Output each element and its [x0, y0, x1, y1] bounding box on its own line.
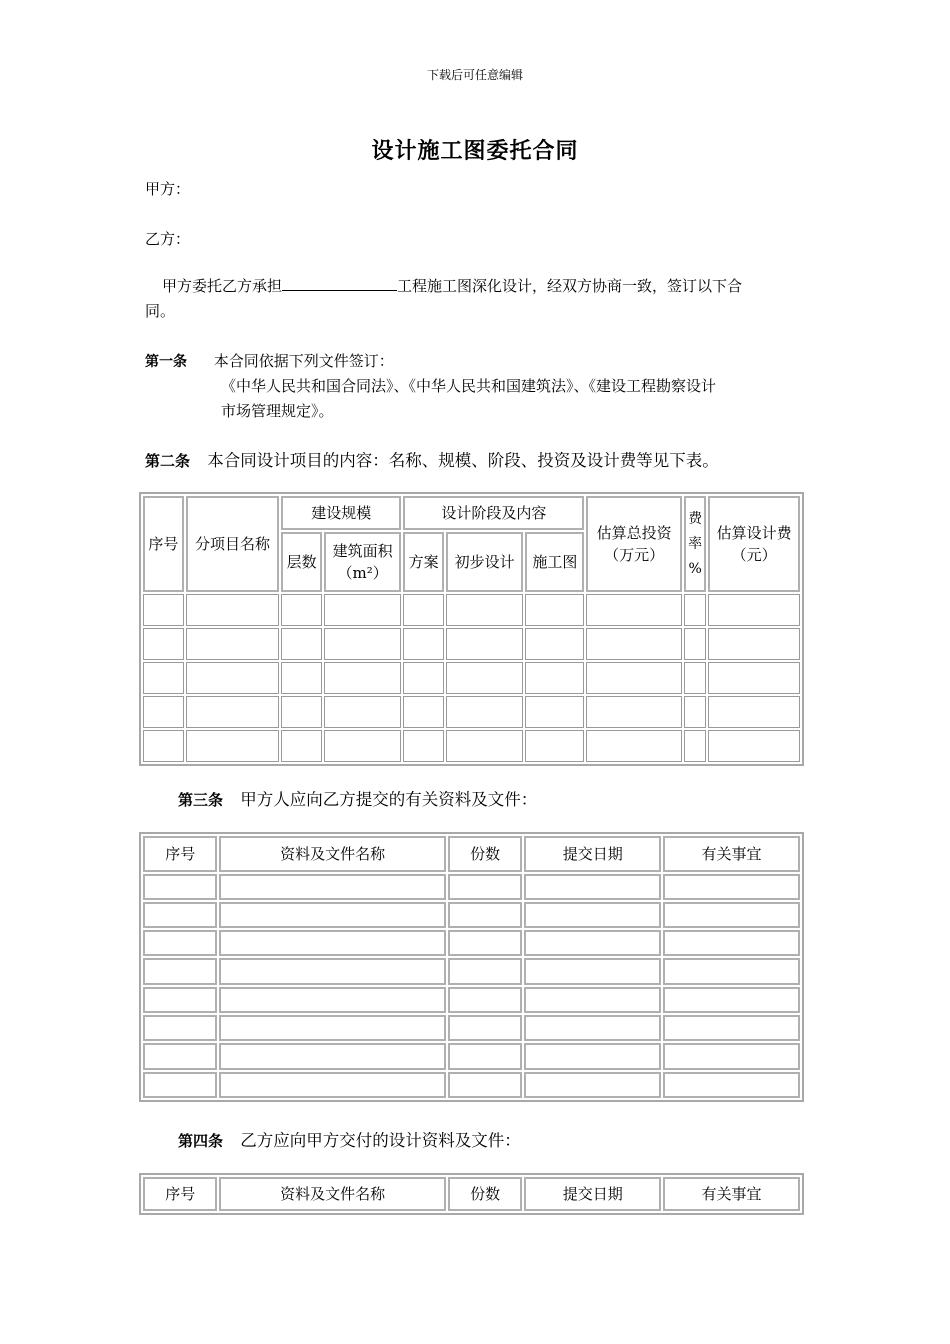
header-area [324, 532, 401, 592]
delivered-documents-header [143, 1177, 800, 1211]
table-cell[interactable] [143, 902, 217, 928]
header-construction: 施工图 [525, 532, 584, 592]
table-cell[interactable] [708, 696, 800, 728]
table-cell[interactable] [586, 628, 682, 660]
table-cell[interactable] [684, 730, 706, 762]
article-4 [178, 1127, 521, 1151]
article-1-docs-line1: 《中华人民共和国合同法》、《中华人民共和国建筑法》、《建设工程勘察设计 [221, 377, 717, 395]
table-cell[interactable] [524, 958, 661, 984]
column-header: 序号 [143, 836, 217, 872]
table-cell[interactable] [186, 696, 280, 728]
article-4-text: 乙方应向甲方交付的设计资料及文件： [240, 1131, 521, 1150]
table-cell[interactable] [403, 594, 444, 626]
column-header: 资料及文件名称 [219, 1177, 445, 1211]
table-cell[interactable] [281, 730, 322, 762]
party-a-label: 甲方： [145, 180, 191, 198]
column-header: 提交日期 [524, 836, 661, 872]
table-cell[interactable] [663, 1072, 800, 1098]
party-b-label: 乙方： [145, 230, 191, 248]
design-items-table [139, 492, 804, 766]
table-cell[interactable] [708, 628, 800, 660]
article-4-label: 第四条 [178, 1132, 224, 1150]
header-preliminary: 初步设计 [446, 532, 523, 592]
table-cell[interactable] [324, 696, 401, 728]
table-cell[interactable] [448, 874, 522, 900]
design-items-body [143, 594, 800, 762]
column-header: 有关事宜 [663, 1177, 800, 1211]
table-cell[interactable] [586, 662, 682, 694]
table-cell[interactable] [448, 1043, 522, 1069]
article-1-label: 第一条 [145, 354, 187, 370]
table-row [143, 958, 800, 984]
delivered-documents-table [139, 1173, 804, 1215]
column-header: 序号 [143, 1177, 217, 1211]
project-name-blank[interactable] [282, 276, 397, 291]
table-cell[interactable] [525, 696, 584, 728]
table-cell[interactable] [324, 628, 401, 660]
table-cell[interactable] [525, 594, 584, 626]
table-cell[interactable] [524, 930, 661, 956]
header-item-name: 分项目名称 [186, 496, 280, 592]
table-cell[interactable] [663, 1043, 800, 1069]
table-cell[interactable] [708, 662, 800, 694]
table-cell[interactable] [403, 628, 444, 660]
table-cell[interactable] [143, 662, 184, 694]
table-cell[interactable] [684, 628, 706, 660]
table-cell[interactable] [684, 662, 706, 694]
intro-paragraph [145, 274, 807, 324]
table-cell[interactable] [448, 987, 522, 1013]
table-cell[interactable] [143, 594, 184, 626]
table-cell[interactable] [446, 696, 523, 728]
table-row [143, 730, 800, 762]
header-floors: 层数 [281, 532, 322, 592]
table-row [143, 628, 800, 660]
header-rate [684, 496, 706, 592]
table-cell[interactable] [708, 730, 800, 762]
header-investment-unit: （万元） [604, 546, 665, 564]
header-rate-char1: 费 [688, 510, 703, 527]
article-1 [145, 350, 394, 371]
intro-cont: 同。 [145, 302, 176, 320]
table-row [143, 874, 800, 900]
table-cell[interactable] [663, 958, 800, 984]
table-row [143, 1043, 800, 1069]
table-cell[interactable] [186, 730, 280, 762]
table-cell[interactable] [448, 1015, 522, 1041]
table-cell[interactable] [324, 662, 401, 694]
header-design-fee-label: 估算设计费 [716, 524, 792, 542]
table-cell[interactable] [586, 696, 682, 728]
table-cell[interactable] [525, 628, 584, 660]
column-header: 资料及文件名称 [219, 836, 445, 872]
table-row [143, 1072, 800, 1098]
header-design-fee [708, 496, 800, 592]
table-cell[interactable] [524, 902, 661, 928]
table-cell[interactable] [663, 902, 800, 928]
table-cell[interactable] [524, 987, 661, 1013]
table-cell[interactable] [448, 902, 522, 928]
table-cell[interactable] [324, 730, 401, 762]
article-3-label: 第三条 [178, 791, 224, 809]
article-2-label: 第二条 [145, 452, 191, 470]
table-cell[interactable] [446, 730, 523, 762]
column-header: 份数 [448, 1177, 522, 1211]
table-cell[interactable] [324, 594, 401, 626]
table-cell[interactable] [143, 696, 184, 728]
header-investment [586, 496, 682, 592]
table-cell[interactable] [448, 1072, 522, 1098]
table-cell[interactable] [219, 930, 445, 956]
table-cell[interactable] [586, 594, 682, 626]
table-row [143, 902, 800, 928]
header-area-unit: （m²） [337, 564, 388, 582]
table-cell[interactable] [403, 696, 444, 728]
page-title: 设计施工图委托合同 [371, 138, 579, 164]
table-cell[interactable] [219, 1015, 445, 1041]
table-cell[interactable] [143, 730, 184, 762]
table-cell[interactable] [446, 662, 523, 694]
table-cell[interactable] [403, 662, 444, 694]
table-cell[interactable] [143, 1015, 217, 1041]
table-cell[interactable] [525, 662, 584, 694]
table-row [143, 696, 800, 728]
header-investment-label: 估算总投资 [596, 524, 672, 542]
article-3-text: 甲方人应向乙方提交的有关资料及文件： [240, 790, 538, 809]
column-header: 提交日期 [524, 1177, 661, 1211]
table-cell[interactable] [281, 628, 322, 660]
table-cell[interactable] [143, 628, 184, 660]
article-1-text: 本合同依据下列文件签订： [213, 352, 394, 370]
table-cell[interactable] [143, 987, 217, 1013]
submitted-documents-table [139, 832, 804, 1102]
article-2-text: 本合同设计项目的内容：名称、规模、阶段、投资及设计费等见下表。 [207, 451, 719, 470]
table-cell[interactable] [403, 730, 444, 762]
table-cell[interactable] [524, 1015, 661, 1041]
table-cell[interactable] [186, 628, 280, 660]
header-design-fee-unit: （元） [731, 546, 777, 564]
table-cell[interactable] [281, 696, 322, 728]
article-3 [178, 786, 537, 810]
table-cell[interactable] [663, 930, 800, 956]
table-cell[interactable] [684, 594, 706, 626]
column-header: 份数 [448, 836, 522, 872]
article-2 [145, 447, 719, 471]
table-row [143, 987, 800, 1013]
table-cell[interactable] [143, 958, 217, 984]
table-cell[interactable] [663, 1015, 800, 1041]
intro-prefix: 甲方委托乙方承担 [162, 277, 283, 295]
table-cell[interactable] [219, 1072, 445, 1098]
table-cell[interactable] [143, 874, 217, 900]
table-cell[interactable] [219, 987, 445, 1013]
header-area-label: 建筑面积 [332, 542, 393, 560]
submitted-documents-header [143, 836, 800, 872]
header-stage: 设计阶段及内容 [403, 496, 584, 530]
intro-suffix: 工程施工图深化设计，经双方协商一致，签订以下合 [397, 277, 743, 295]
article-1-docs-line2: 市场管理规定》。 [221, 402, 334, 420]
table-cell[interactable] [524, 1043, 661, 1069]
table-cell[interactable] [684, 696, 706, 728]
table-row [143, 662, 800, 694]
table-cell[interactable] [143, 1072, 217, 1098]
table-cell[interactable] [708, 594, 800, 626]
table-cell[interactable] [186, 662, 280, 694]
table-cell[interactable] [143, 1043, 217, 1069]
table-cell[interactable] [524, 1072, 661, 1098]
table-cell[interactable] [524, 874, 661, 900]
table-row [143, 1015, 800, 1041]
header-rate-char2: 率 [688, 535, 703, 552]
table-row [143, 930, 800, 956]
submitted-documents-body [143, 874, 800, 1098]
header-scheme: 方案 [403, 532, 444, 592]
table-cell[interactable] [448, 930, 522, 956]
header-note: 下载后可任意编辑 [426, 68, 523, 82]
table-cell[interactable] [446, 594, 523, 626]
table-cell[interactable] [281, 594, 322, 626]
table-cell[interactable] [586, 730, 682, 762]
table-cell[interactable] [219, 874, 445, 900]
table-cell[interactable] [281, 662, 322, 694]
table-cell[interactable] [186, 594, 280, 626]
table-cell[interactable] [448, 958, 522, 984]
table-cell[interactable] [663, 874, 800, 900]
table-cell[interactable] [663, 987, 800, 1013]
table-cell[interactable] [219, 1043, 445, 1069]
header-seq: 序号 [143, 496, 184, 592]
table-cell[interactable] [143, 930, 217, 956]
table-cell[interactable] [219, 902, 445, 928]
table-cell[interactable] [446, 628, 523, 660]
header-scale: 建设规模 [281, 496, 401, 530]
header-rate-char3: % [688, 560, 702, 577]
table-row [143, 594, 800, 626]
table-cell[interactable] [525, 730, 584, 762]
table-cell[interactable] [219, 958, 445, 984]
column-header: 有关事宜 [663, 836, 800, 872]
